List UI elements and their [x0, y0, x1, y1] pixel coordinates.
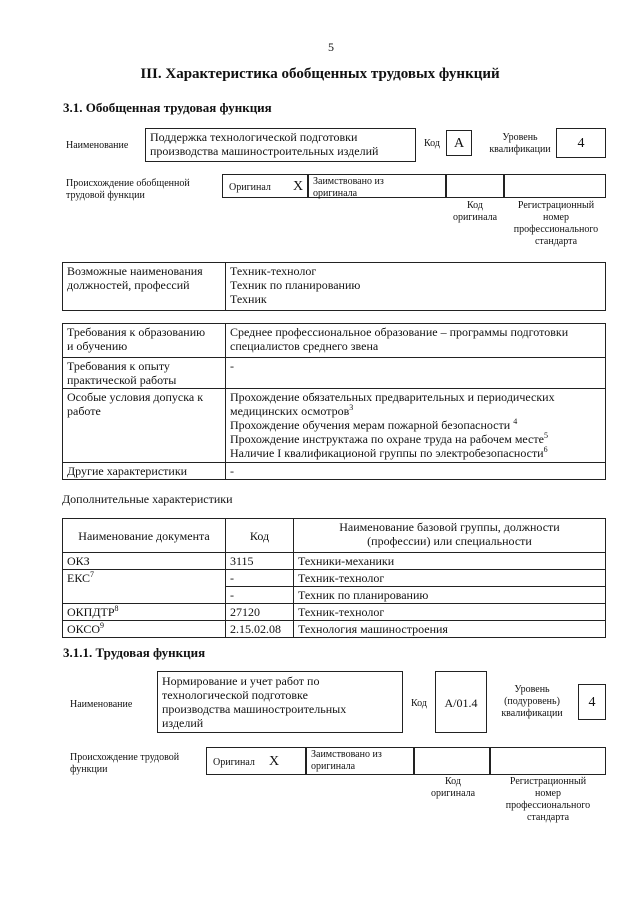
special-4: Наличие I квалификационой группы по электробезопасности	[230, 446, 544, 460]
s311-code-box: А/01.4	[435, 671, 487, 733]
col-code-header: Код	[226, 519, 294, 553]
s31-level-label-2: квалификации	[489, 144, 551, 155]
s311-level-2: (подуровень)	[504, 696, 560, 707]
s31-origin-label	[66, 178, 190, 202]
s31-borrowed-1: Заимствовано из	[313, 176, 384, 187]
s31-borrowed-2: оригинала	[313, 188, 358, 199]
name-cell: Техники-механики	[294, 553, 606, 570]
col-name-header-1: Наименование базовой группы, должности	[339, 520, 560, 534]
s31-reg-1: Регистрационный	[517, 200, 595, 211]
edu-label	[63, 324, 226, 358]
s31-code-box: А	[446, 130, 472, 156]
s311-origin-label	[70, 752, 179, 776]
s311-code-orig-1: Код	[445, 776, 461, 787]
special-2: Прохождение обучения мерам пожарной безопасности	[230, 418, 511, 432]
s31-origin-label-2: трудовой функции	[66, 190, 145, 201]
exp-label-2: практической работы	[67, 373, 177, 387]
s311-code-orig-2: оригинала	[430, 788, 476, 799]
position-item: Техник-технолог	[230, 264, 317, 278]
s311-code-label: Код	[411, 698, 427, 709]
positions-values	[226, 263, 606, 311]
s31-name-line-2: производства машиностроительных изделий	[150, 144, 379, 158]
s31-code-orig-box	[446, 174, 504, 198]
s31-original-mark: X	[293, 179, 304, 194]
section-title: III. Характеристика обобщенных трудовых функций	[140, 66, 500, 82]
s31-level-label-1: Уровень	[502, 132, 538, 143]
footnote-ref: 8	[114, 604, 119, 613]
s31-level-box: 4	[556, 128, 606, 158]
edu-value-1: Среднее профессиональное образование – программы подготовки	[230, 325, 569, 339]
s31-reg-3: профессионального	[513, 224, 599, 235]
doc-cell	[63, 621, 226, 638]
s311-code-orig-caption	[416, 776, 490, 800]
doc-name: ОКПДТР	[67, 605, 115, 619]
positions-label-1: Возможные наименования	[67, 264, 203, 278]
additional-table	[62, 518, 606, 638]
code-cell: 27120	[226, 604, 294, 621]
s31-level-label	[480, 132, 560, 156]
doc-name: ОКСО	[67, 622, 101, 636]
other-value: -	[226, 463, 606, 480]
s31-origin-label-1: Происхождение обобщенной	[66, 178, 190, 189]
positions-table	[62, 262, 606, 311]
s311-original-label: Оригинал	[213, 757, 255, 768]
special-1b-line	[230, 404, 601, 418]
position-item: Техник по планированию	[230, 278, 361, 292]
name-cell: Техник по планированию	[294, 587, 606, 604]
s311-borrowed-2: оригинала	[311, 761, 356, 772]
s311-reg-2: номер	[535, 788, 561, 799]
edu-label-1: Требования к образованию	[67, 325, 206, 339]
s31-original-label: Оригинал	[229, 182, 271, 193]
s311-reg-1: Регистрационный	[509, 776, 587, 787]
s311-level-label	[494, 684, 570, 720]
doc-cell	[63, 570, 226, 604]
col-doc-header: Наименование документа	[63, 519, 226, 553]
edu-value	[226, 324, 606, 358]
s31-heading: 3.1. Обобщенная трудовая функция	[63, 100, 272, 115]
footnote-ref: 4	[513, 417, 518, 426]
s311-heading: 3.1.1. Трудовая функция	[63, 645, 206, 660]
edu-label-2: и обучению	[67, 339, 128, 353]
s31-code-label: Код	[424, 138, 440, 149]
s311-level-1: Уровень	[514, 684, 550, 695]
other-label: Другие характеристики	[63, 463, 226, 480]
doc-name: ЕКС	[67, 571, 91, 585]
s311-level-3: квалификации	[501, 708, 563, 719]
special-1a: Прохождение обязательных предварительных и периодических	[230, 390, 555, 404]
code-cell: -	[226, 570, 294, 587]
s311-origin-1: Происхождение трудовой	[70, 752, 180, 763]
special-3-line	[230, 432, 601, 446]
code-cell: 2.15.02.08	[226, 621, 294, 638]
s311-code-orig-box	[414, 747, 490, 775]
s311-name-3: производства машиностроительных	[162, 702, 347, 716]
exp-label-1: Требования к опыту	[67, 359, 170, 373]
edu-value-2: специалистов среднего звена	[230, 339, 379, 353]
table-row	[63, 604, 606, 621]
s311-reg-3: профессионального	[505, 800, 591, 811]
col-name-header	[294, 519, 606, 553]
s31-code-orig-1: Код	[467, 200, 483, 211]
s311-reg-caption	[490, 776, 606, 824]
name-cell: Технология машиностроения	[294, 621, 606, 638]
s311-origin-2: функции	[70, 764, 108, 775]
s311-reg-box	[490, 747, 606, 775]
doc-cell	[63, 604, 226, 621]
positions-label-2: должностей, профессий	[67, 278, 190, 292]
s311-name-label: Наименование	[70, 699, 133, 710]
special-value	[226, 389, 606, 463]
s31-borrowed-box	[308, 174, 446, 198]
s311-level-box: 4	[578, 684, 606, 720]
s31-name-box	[145, 128, 416, 162]
s311-original-mark: X	[269, 754, 280, 769]
additional-title: Дополнительные характеристики	[62, 492, 233, 506]
special-label-2: работе	[67, 404, 101, 418]
code-cell: 3115	[226, 553, 294, 570]
special-2-line	[230, 418, 601, 432]
doc-name: ОКЗ	[67, 554, 90, 568]
s311-borrowed-1: Заимствовано из	[311, 749, 382, 760]
name-cell: Техник-технолог	[294, 604, 606, 621]
s311-borrowed-box	[306, 747, 414, 775]
s311-original-box	[206, 747, 306, 775]
requirements-table	[62, 323, 606, 480]
s31-reg-caption	[500, 200, 612, 248]
special-1b: медицинских осмотров	[230, 404, 350, 418]
s31-name-label: Наименование	[66, 140, 129, 151]
s31-reg-box	[504, 174, 606, 198]
footnote-ref: 5	[543, 431, 548, 440]
exp-value: -	[226, 358, 606, 389]
s31-name-line-1: Поддержка технологической подготовки	[150, 130, 358, 144]
positions-label	[63, 263, 226, 311]
exp-label	[63, 358, 226, 389]
code-cell: -	[226, 587, 294, 604]
s311-name-4: изделий	[162, 716, 204, 730]
special-label	[63, 389, 226, 463]
s311-name-2: технологической подготовке	[162, 688, 308, 702]
table-row	[63, 621, 606, 638]
table-row	[63, 570, 606, 587]
footnote-ref: 9	[100, 621, 105, 630]
s311-name-1: Нормирование и учет работ по	[162, 674, 320, 688]
s311-reg-4: стандарта	[526, 812, 570, 823]
col-name-header-2: (профессии) или специальности	[367, 534, 532, 548]
special-label-1: Особые условия допуска к	[67, 390, 204, 404]
s311-name-box	[157, 671, 403, 733]
position-item: Техник	[230, 292, 267, 306]
footnote-ref: 3	[349, 403, 354, 412]
page-number: 5	[328, 40, 334, 54]
s31-code-orig-2: оригинала	[452, 212, 498, 223]
table-row	[63, 553, 606, 570]
s31-reg-4: стандарта	[534, 236, 578, 247]
s31-original-box	[222, 174, 308, 198]
name-cell: Техник-технолог	[294, 570, 606, 587]
footnote-ref: 7	[90, 570, 95, 579]
special-3: Прохождение инструктажа по охране труда на рабочем месте	[230, 432, 544, 446]
special-4-line	[230, 446, 601, 460]
s31-reg-2: номер	[543, 212, 569, 223]
doc-cell	[63, 553, 226, 570]
footnote-ref: 6	[543, 445, 548, 454]
